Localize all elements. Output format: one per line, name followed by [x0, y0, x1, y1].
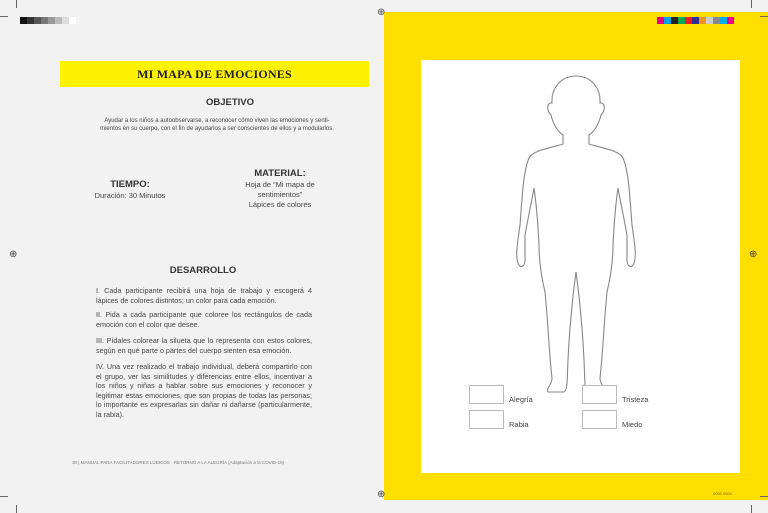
color-swatch [678, 17, 685, 24]
development-heading: DESARROLLO [169, 265, 237, 276]
gray-swatch [55, 17, 62, 24]
gray-swatch [27, 17, 34, 24]
development-paragraph-3: III. Pídales colorear la silueta que lo representa con estos colores, según en qué parte o partes del cuerpo sienten esa emoción. [96, 336, 312, 355]
miedo-color-box[interactable] [582, 410, 617, 429]
color-swatch [713, 17, 720, 24]
registration-mark-icon: ⊕ [377, 489, 386, 500]
color-swatch [671, 17, 678, 24]
crop-mark [760, 496, 768, 497]
gray-swatch [69, 17, 76, 24]
tristeza-color-box[interactable] [582, 385, 617, 404]
footer-separator: | [78, 460, 81, 465]
alegria-label: Alegría [509, 395, 533, 404]
footer-text: MANUAL PARA FACILITADORES LÚDICOS · RETORNO A LA ALEGRÍA (Adaptación a la COVID-19) [80, 460, 285, 465]
color-swatch [706, 17, 713, 24]
time-value: Duración: 30 Minutos [94, 191, 166, 200]
rabia-color-box[interactable] [469, 410, 504, 429]
page-title: MI MAPA DE EMOCIONES [137, 67, 292, 81]
objective-text [82, 117, 352, 133]
color-swatch [664, 17, 671, 24]
material-line: Lápices de colores [248, 200, 312, 209]
gray-swatch [62, 17, 69, 24]
crop-mark [16, 0, 17, 8]
crop-mark [751, 505, 752, 513]
rabia-label: Rabia [509, 420, 529, 429]
crop-mark [751, 0, 752, 8]
color-swatch [657, 17, 664, 24]
corner-code: 0000 0000 [713, 491, 732, 496]
color-swatch [720, 17, 727, 24]
gray-swatch [48, 17, 55, 24]
objective-line: Ayudar a los niños a autoobservarse, a reconocer cómo viven las emociones y senti- [104, 118, 330, 124]
crop-mark [0, 16, 8, 17]
development-paragraph-4: IV. Una vez realizado el trabajo individual, deberá compartirlo con el grupo, ver las similitudes y diferencias entre ellos, incentivar a los niños y niñas a hablar sobre sus emociones y reconocer y legitimar estas emociones, que son propias de todas las personas; lo importante es expresarlas sin dañar ni dañarse (particularmente, la rabia). [96, 362, 312, 419]
footer [72, 460, 284, 465]
color-swatch [692, 17, 699, 24]
color-swatch [685, 17, 692, 24]
registration-mark-icon: ⊕ [377, 7, 386, 18]
process-color-bar [650, 11, 734, 18]
color-swatch [650, 17, 657, 24]
color-swatch [699, 17, 706, 24]
gray-swatch [34, 17, 41, 24]
registration-mark-icon: ⊕ [749, 249, 758, 260]
crop-mark [760, 16, 768, 17]
tristeza-label: Tristeza [622, 395, 649, 404]
gray-swatch [20, 17, 27, 24]
gray-color-bar [20, 11, 76, 18]
material-heading: MATERIAL: [254, 168, 306, 179]
objective-heading: OBJETIVO [205, 97, 255, 108]
development-paragraph-2: II. Pida a cada participante que coloree los rectángulos de cada emoción con el color que desee. [96, 310, 312, 329]
material-line: sentimientos” [257, 190, 303, 199]
alegria-color-box[interactable] [469, 385, 504, 404]
color-swatch [727, 17, 734, 24]
title-band [60, 61, 369, 87]
crop-mark [0, 496, 8, 497]
time-heading: TIEMPO: [110, 179, 150, 190]
material-list [220, 180, 340, 210]
miedo-label: Miedo [622, 420, 643, 429]
objective-line: mientos en su cuerpo, con el fin de ayudarlos a ser conscientes de ellos y a modularlos. [100, 126, 334, 132]
crop-mark [16, 505, 17, 513]
page-number: 30 [72, 460, 78, 465]
material-line: Hoja de “Mi mapa de [245, 180, 315, 189]
gray-swatch [41, 17, 48, 24]
registration-mark-icon: ⊕ [9, 249, 18, 260]
development-paragraph-1: I. Cada participante recibirá una hoja de trabajo y escogerá 4 lápices de colores distintos; un color para cada emoción. [96, 286, 312, 305]
